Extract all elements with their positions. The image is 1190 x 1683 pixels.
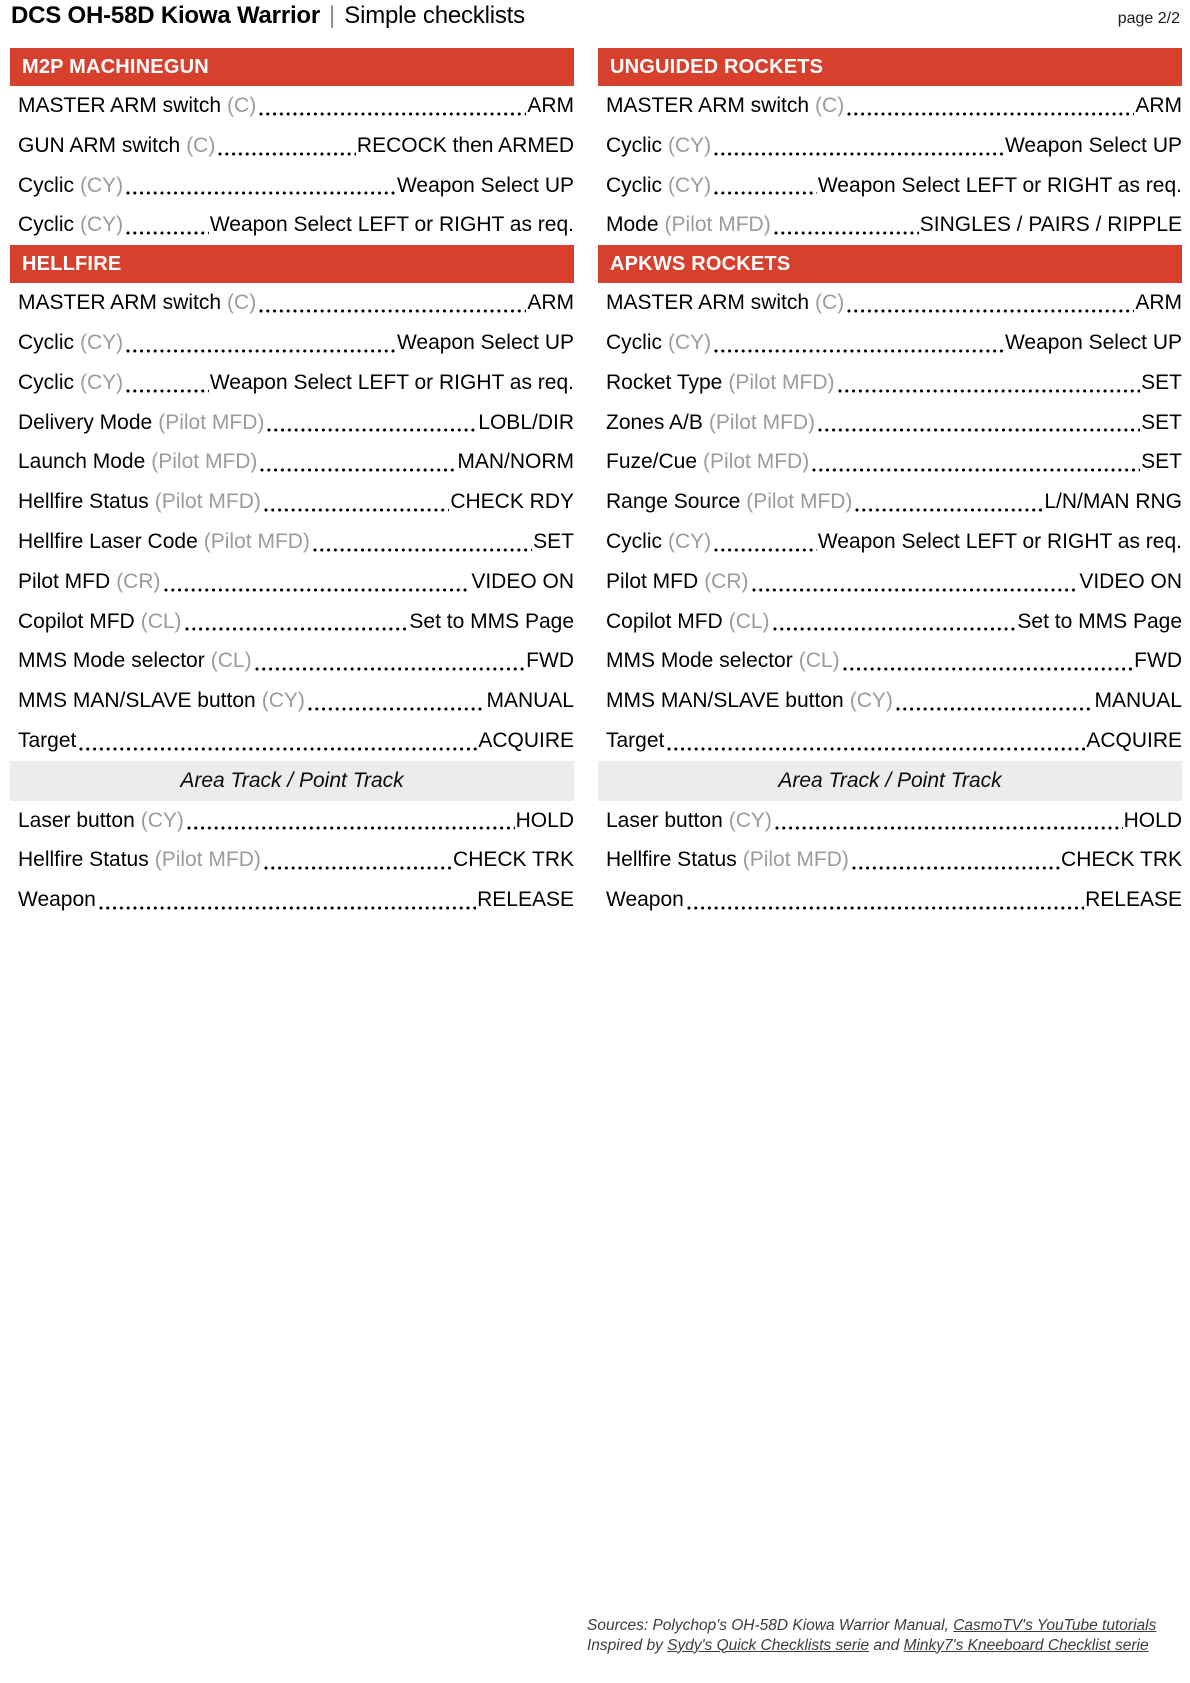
item-value: ARM [527, 291, 574, 315]
checklist-row [598, 323, 1182, 363]
item-location-note: (CY) [668, 173, 712, 197]
dot-leader [261, 482, 450, 522]
dot-leader [809, 442, 1141, 482]
item-value: CHECK TRK [1061, 848, 1182, 872]
item-value: ACQUIRE [1086, 728, 1182, 752]
item-location-note: (C) [815, 291, 845, 315]
dot-leader [76, 721, 478, 761]
item-location-note: (Pilot MFD) [151, 450, 258, 474]
item-location-note: (Pilot MFD) [154, 848, 261, 872]
item-location-note: (Pilot MFD) [746, 490, 853, 514]
item-location-note: (CR) [116, 569, 161, 593]
item-label: Cyclic [18, 213, 74, 237]
checklist-row [10, 880, 574, 920]
dot-leader [840, 641, 1135, 681]
doc-title: DCS OH-58D Kiowa Warrior [11, 2, 321, 29]
dot-leader [305, 681, 487, 721]
item-location-note: (CL) [210, 649, 252, 673]
item-value: LOBL/DIR [478, 410, 574, 434]
checklist-row [10, 522, 574, 562]
item-value: L/N/MAN RNG [1044, 490, 1182, 514]
dot-leader [261, 840, 453, 880]
item-location-note: (CL) [798, 649, 840, 673]
dot-leader [256, 283, 527, 323]
dot-leader [711, 323, 1005, 363]
checklist-row [10, 323, 574, 363]
item-location-note: (CY) [261, 689, 305, 713]
dot-leader [123, 323, 397, 363]
dot-leader [749, 562, 1080, 602]
dot-leader [664, 721, 1086, 761]
dot-leader [184, 801, 516, 841]
dot-leader [264, 403, 478, 443]
item-value: HOLD [1123, 808, 1182, 832]
item-label: Target [606, 728, 665, 752]
item-value: FWD [1134, 649, 1182, 673]
item-location-note: (CL) [728, 609, 770, 633]
item-value: Weapon Select LEFT or RIGHT as req. [817, 173, 1182, 197]
item-label: Laser button [606, 808, 723, 832]
checklist-row [10, 641, 574, 681]
sources-footer [587, 1616, 1156, 1655]
dot-leader [771, 205, 920, 245]
item-label: Cyclic [18, 330, 74, 354]
item-label: MASTER ARM switch [606, 94, 810, 117]
checklist-row [10, 602, 574, 642]
dot-leader [123, 205, 210, 245]
item-label: Cyclic [18, 173, 74, 197]
item-value: RECOCK then ARMED [356, 133, 574, 157]
item-location-note: (CL) [140, 609, 182, 633]
checklist-row [598, 801, 1182, 841]
item-label: GUN ARM switch [18, 133, 181, 157]
item-location-note: (C) [815, 94, 845, 117]
checklist-row [598, 403, 1182, 443]
checklist-row [10, 442, 574, 482]
item-label: MMS MAN/SLAVE button [18, 689, 256, 713]
item-label: Zones A/B [606, 410, 703, 434]
dot-leader [684, 880, 1085, 920]
item-label: MMS Mode selector [18, 649, 205, 673]
item-value: Weapon Select UP [1004, 330, 1182, 354]
item-value: ARM [1135, 94, 1182, 117]
checklist-row [598, 205, 1182, 245]
item-label: MMS MAN/SLAVE button [606, 689, 844, 713]
item-value: Weapon Select LEFT or RIGHT as req. [817, 529, 1182, 553]
item-label: MMS Mode selector [606, 649, 793, 673]
item-value: Weapon Select UP [396, 330, 574, 354]
checklist-row [598, 482, 1182, 522]
dot-leader [123, 166, 397, 206]
checklist-row [598, 126, 1182, 166]
checklist-row [10, 126, 574, 166]
item-label: Cyclic [18, 370, 74, 394]
item-location-note: (C) [227, 94, 257, 117]
dot-leader [711, 126, 1005, 166]
item-label: Pilot MFD [606, 569, 699, 593]
item-location-note: (CY) [140, 808, 184, 832]
item-value: SET [1141, 410, 1182, 434]
item-label: MASTER ARM switch [18, 291, 222, 315]
dot-leader [772, 801, 1124, 841]
dot-leader [161, 562, 472, 602]
item-value: Weapon Select LEFT or RIGHT as req. [209, 213, 574, 237]
title-separator: | [329, 2, 336, 29]
item-value: ACQUIRE [478, 728, 574, 752]
checklist-row [598, 442, 1182, 482]
checklist-row [598, 86, 1182, 126]
item-location-note: (Pilot MFD) [728, 370, 835, 394]
checklist-row [598, 681, 1182, 721]
footer-line [587, 1616, 1156, 1636]
checklist-row [10, 681, 574, 721]
dot-leader [256, 86, 527, 126]
checklist-row [598, 641, 1182, 681]
item-location-note: (CY) [668, 330, 712, 354]
item-label: Cyclic [606, 330, 662, 354]
checklist-row [10, 562, 574, 602]
checklist-row [10, 721, 574, 761]
item-location-note: (C) [186, 133, 216, 157]
item-value: CHECK RDY [450, 490, 574, 514]
item-location-note: (CY) [728, 808, 772, 832]
dot-leader [182, 602, 410, 642]
checklist-row [598, 363, 1182, 403]
checklist-row [10, 283, 574, 323]
checklist-columns [10, 48, 1182, 920]
subsection-divider: Area Track / Point Track [598, 761, 1182, 801]
checklist-row [10, 482, 574, 522]
item-location-note: (Pilot MFD) [203, 529, 310, 553]
dot-leader [96, 880, 477, 920]
item-value: Set to MMS Page [1017, 609, 1182, 633]
item-value: MANUAL [486, 689, 574, 713]
item-value: Weapon Select UP [396, 173, 574, 197]
page-number-label: page 2/2 [1117, 10, 1180, 27]
checklist-row [598, 840, 1182, 880]
dot-leader [711, 522, 818, 562]
section-header-m2p-machinegun: M2P MACHINEGUN [10, 48, 574, 86]
dot-leader [257, 442, 457, 482]
left-column [10, 48, 574, 920]
item-value: MAN/NORM [457, 450, 574, 474]
checklist-row [10, 801, 574, 841]
item-label: Cyclic [606, 133, 662, 157]
item-value: ARM [1135, 291, 1182, 315]
checklist-row [598, 166, 1182, 206]
item-location-note: (CR) [704, 569, 749, 593]
item-label: Launch Mode [18, 450, 146, 474]
dot-leader [844, 86, 1135, 126]
item-label: Cyclic [606, 529, 662, 553]
item-value: Weapon Select LEFT or RIGHT as req. [209, 370, 574, 394]
item-value: RELEASE [1085, 888, 1182, 912]
footer-link[interactable]: Minky7's Kneeboard Checklist serie [903, 1636, 1149, 1654]
checklist-row [598, 880, 1182, 920]
footer-line [587, 1636, 1156, 1656]
item-value: FWD [526, 649, 574, 673]
footer-text: Sources: Polychop's OH-58D Kiowa Warrior Manual, [587, 1617, 954, 1634]
item-label: MASTER ARM switch [606, 291, 810, 315]
checklist-row [598, 721, 1182, 761]
item-value: SET [1141, 450, 1182, 474]
item-label: Mode [606, 213, 659, 237]
item-location-note: (C) [227, 291, 257, 315]
item-location-note: (Pilot MFD) [708, 410, 816, 434]
dot-leader [252, 641, 527, 681]
item-label: Hellfire Status [18, 490, 149, 514]
item-value: SINGLES / PAIRS / RIPPLE [919, 213, 1182, 237]
item-label: Hellfire Laser Code [18, 529, 198, 553]
item-location-note: (Pilot MFD) [703, 450, 810, 474]
item-label: Fuze/Cue [606, 450, 698, 474]
dot-leader [852, 482, 1044, 522]
item-location-note: (CY) [80, 330, 124, 354]
item-label: Laser button [18, 808, 135, 832]
checklist-row [10, 166, 574, 206]
item-value: SET [1141, 370, 1182, 394]
item-location-note: (Pilot MFD) [154, 490, 261, 514]
item-location-note: (Pilot MFD) [158, 410, 265, 434]
item-label: Range Source [606, 490, 741, 514]
section-header-unguided-rockets: UNGUIDED ROCKETS [598, 48, 1182, 86]
dot-leader [849, 840, 1061, 880]
footer-text: Inspired by [587, 1636, 668, 1654]
item-value: Set to MMS Page [409, 609, 574, 633]
checklist-row [598, 283, 1182, 323]
dot-leader [893, 681, 1095, 721]
dot-leader [310, 522, 533, 562]
checklist-row [598, 602, 1182, 642]
checklist-row [598, 562, 1182, 602]
item-label: Target [18, 728, 77, 752]
subsection-divider: Area Track / Point Track [10, 761, 574, 801]
dot-leader [215, 126, 357, 166]
footer-link[interactable]: Sydy's Quick Checklists serie [667, 1636, 870, 1654]
item-value: VIDEO ON [471, 569, 574, 593]
footer-text: and [869, 1636, 904, 1654]
item-label: Copilot MFD [18, 609, 135, 633]
doc-subtitle: Simple checklists [344, 2, 525, 29]
item-label: Hellfire Status [606, 848, 737, 872]
section-header-hellfire: HELLFIRE [10, 245, 574, 283]
item-label: Weapon [606, 888, 684, 912]
item-label: Hellfire Status [18, 848, 149, 872]
item-value: MANUAL [1094, 689, 1182, 713]
item-location-note: (CY) [80, 213, 124, 237]
item-location-note: (CY) [668, 133, 712, 157]
item-label: Rocket Type [606, 370, 723, 394]
dot-leader [711, 166, 818, 206]
item-location-note: (CY) [668, 529, 712, 553]
checklist-row [10, 403, 574, 443]
item-value: RELEASE [477, 888, 574, 912]
page-header [11, 2, 1180, 30]
item-label: Copilot MFD [606, 609, 723, 633]
item-value: HOLD [515, 808, 574, 832]
footer-link[interactable]: CasmoTV's YouTube tutorials [953, 1617, 1157, 1634]
checklist-row [598, 522, 1182, 562]
item-value: ARM [527, 94, 574, 117]
item-location-note: (Pilot MFD) [664, 213, 771, 237]
item-value: Weapon Select UP [1004, 133, 1182, 157]
item-label: Pilot MFD [18, 569, 111, 593]
item-label: Cyclic [606, 173, 662, 197]
item-label: Weapon [18, 888, 96, 912]
item-value: CHECK TRK [453, 848, 574, 872]
checklist-row [10, 363, 574, 403]
dot-leader [844, 283, 1135, 323]
item-value: VIDEO ON [1079, 569, 1182, 593]
checklist-row [10, 205, 574, 245]
item-location-note: (CY) [80, 173, 124, 197]
item-location-note: (CY) [80, 370, 124, 394]
section-header-apkws-rockets: APKWS ROCKETS [598, 245, 1182, 283]
dot-leader [770, 602, 1018, 642]
item-location-note: (CY) [849, 689, 893, 713]
item-location-note: (Pilot MFD) [742, 848, 849, 872]
item-value: SET [533, 529, 574, 553]
right-column [598, 48, 1182, 920]
item-label: MASTER ARM switch [18, 94, 222, 117]
item-label: Delivery Mode [18, 410, 153, 434]
checklist-row [10, 840, 574, 880]
checklist-row [10, 86, 574, 126]
dot-leader [835, 363, 1142, 403]
dot-leader [123, 363, 210, 403]
dot-leader [815, 403, 1141, 443]
